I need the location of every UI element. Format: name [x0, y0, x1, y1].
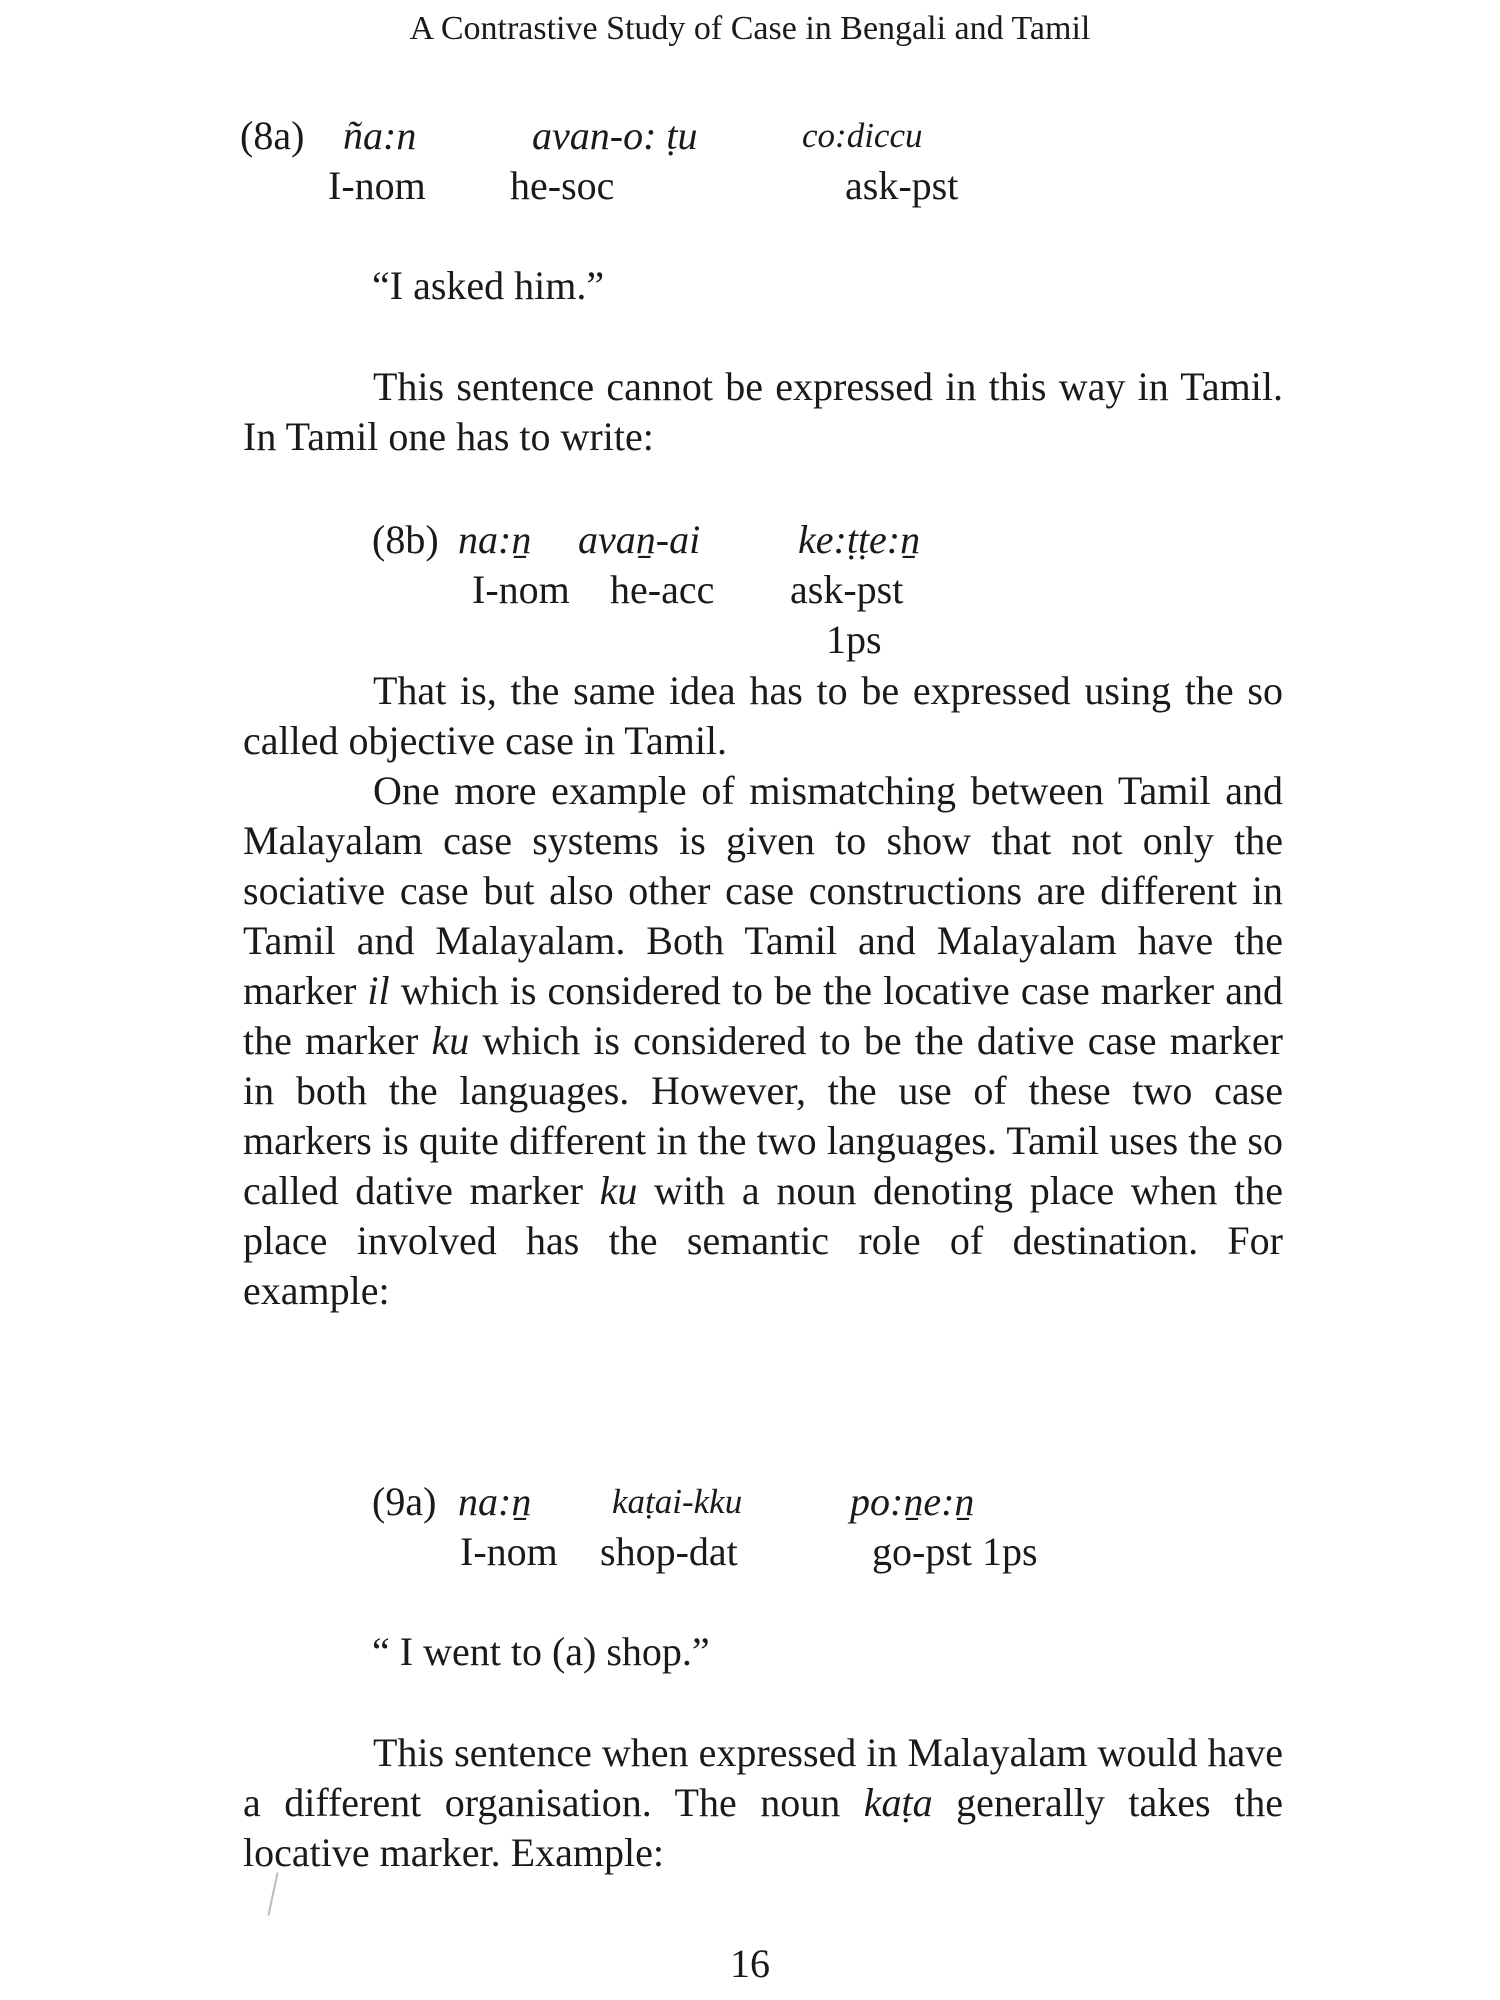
- example-8b-label: (8b): [372, 517, 439, 562]
- paragraph-3: One more example of mismatching between Tamil and Malayalam case systems is given to show that not only the sociative case but also other case constructions are different in Tamil and Malayalam. Both Tamil and Malayalam have the marker il which is considered to be the locative case marker and the marker ku which is considered to be the dative case marker in both the languages. However, the use of these two case markers is quite different in the two languages. Tamil uses the so called dative marker ku with a noun denoting place when the place involved has the semantic role of destination. For example:: [243, 768, 1284, 1313]
- example-8b-gloss-1: I-nom: [472, 567, 570, 612]
- paragraph-4: This sentence when expressed in Malayalam would have a different organisation. The noun kaṭa generally takes the locative marker. Example:: [243, 1730, 1283, 1875]
- paragraph-1: This sentence cannot be expressed in this way in Tamil. In Tamil one has to write:: [243, 364, 1283, 459]
- example-8a-word-3: co:diccu: [802, 116, 923, 155]
- noun-kata: kaṭa: [863, 1780, 933, 1825]
- example-9a-gloss-3: go-pst 1ps: [872, 1529, 1038, 1574]
- example-8b-gloss-3: ask-pst: [790, 567, 904, 612]
- example-8b-word-1: na:n̠: [458, 517, 532, 562]
- page-number: 16: [730, 1941, 770, 1986]
- example-9a-label: (9a): [372, 1479, 437, 1524]
- example-8a-word-2: avan-o: ṭu: [532, 113, 698, 158]
- example-8a-translation: “I asked him.”: [372, 263, 605, 308]
- example-9a-word-1: na:n̠: [458, 1479, 532, 1524]
- example-9a-word-2: kaṭai-kku: [612, 1482, 743, 1521]
- example-8a-gloss-2: he-soc: [510, 163, 615, 208]
- example-8a-gloss-1: I-nom: [328, 163, 426, 208]
- example-8a-label: (8a): [240, 113, 305, 158]
- marker-ku-2: ku: [599, 1168, 638, 1213]
- stray-pen-mark: [267, 1872, 278, 1915]
- example-8b-word-3: ke:ṭṭe:n̠: [798, 517, 921, 562]
- running-header: A Contrastive Study of Case in Bengali and Tamil: [409, 10, 1091, 47]
- example-9a-gloss-1: I-nom: [460, 1529, 558, 1574]
- example-9a-translation: “ I went to (a) shop.”: [372, 1629, 710, 1674]
- example-8b-gloss-2: he-acc: [610, 567, 715, 612]
- example-9a-word-3: po:n̠e:n̠: [850, 1479, 975, 1524]
- example-8a-word-1: ña:n: [343, 113, 417, 158]
- example-9a-gloss-2: shop-dat: [600, 1529, 738, 1574]
- example-8b-gloss-person: 1ps: [826, 617, 882, 662]
- example-8a-gloss-3: ask-pst: [845, 163, 959, 208]
- paragraph-2-3: [243, 666, 1283, 1316]
- example-8b-word-2: avan̠-ai: [578, 517, 701, 562]
- paragraph-2: That is, the same idea has to be expressed using the so called objective case in Tamil.: [243, 668, 1283, 763]
- marker-il: il: [367, 968, 390, 1013]
- marker-ku: ku: [431, 1018, 470, 1063]
